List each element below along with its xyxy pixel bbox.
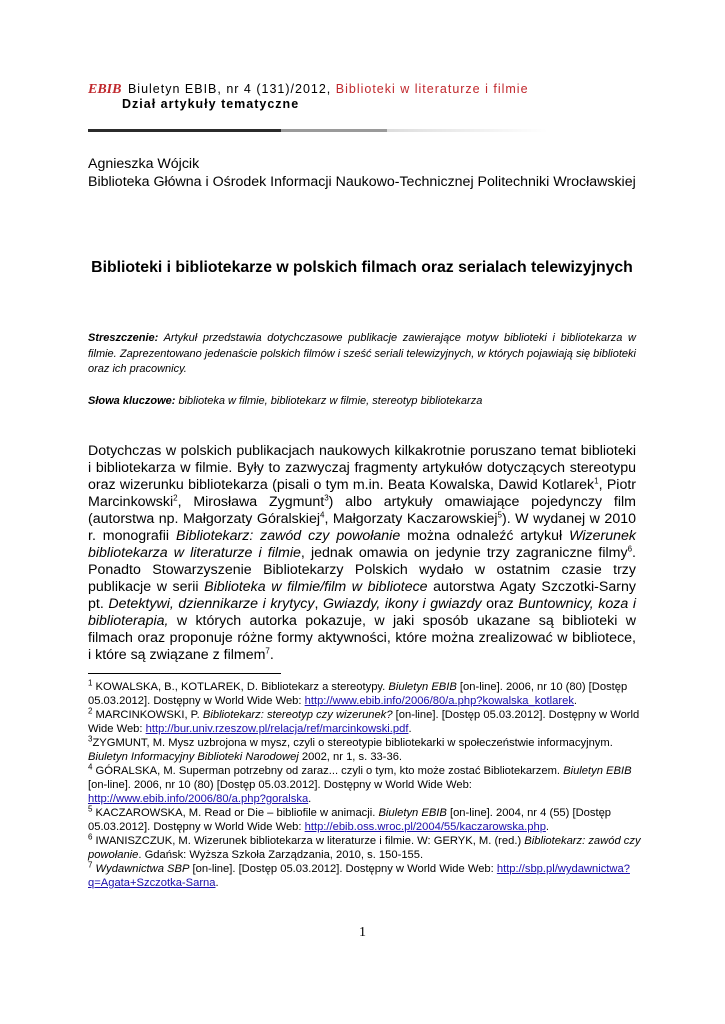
issue-theme: Biblioteki w literaturze i filmie xyxy=(335,82,529,96)
footnote-text: [on-line]. 2006, nr 10 (80) [Dostęp 05.03.2012]. Dostępny w World Wide Web: xyxy=(88,681,628,707)
footnote-ref[interactable]: 1 xyxy=(594,476,599,486)
footnote-text: [on-line]. [Dostęp 05.03.2012]. Dostępny w World Wide Web: xyxy=(88,709,640,735)
footnote-source: Biuletyn EBIB xyxy=(388,681,457,693)
footnote-ref[interactable]: 5 xyxy=(497,510,502,520)
article-title: Biblioteki i bibliotekarze w polskich filmach oraz serialach telewizyjnych xyxy=(91,259,633,276)
footnote-source: Biuletyn EBIB xyxy=(563,765,632,777)
footnote-7 xyxy=(88,862,648,890)
footnote-ref[interactable]: 6 xyxy=(627,544,633,554)
footnote-text: 2002, nr 1, s. 33-36. xyxy=(298,751,403,763)
footnote-text: . xyxy=(545,821,550,833)
ebib-logo: EBIB xyxy=(88,82,122,97)
footnote-4 xyxy=(88,764,648,806)
footnote-number: 7 xyxy=(88,860,93,870)
author-affiliation: Biblioteka Główna i Ośrodek Informacji Naukowo-Technicznej Politechniki Wrocławskiej xyxy=(88,174,636,190)
body-text-segment: , Małgorzaty Kaczarowskiej xyxy=(324,511,498,527)
book-title: Gwiazdy, ikony i gwiazdy xyxy=(323,596,482,612)
footnote-source: Wydawnictwa SBP xyxy=(92,863,190,875)
body-text-segment: . Ponadto Stowarzyszenie Bibliotekarzy Polskich wydało w ostatnim czasie trzy publikacje w serii xyxy=(88,545,636,595)
footnote-number: 5 xyxy=(88,804,93,814)
footnote-text: MARCINKOWSKI, P. xyxy=(92,709,203,721)
footnote-source: Biuletyn EBIB xyxy=(378,807,447,819)
body-text-segment: w których autorka pokazuje, w jaki sposób ukazane są biblioteki w filmach oraz proponuje różne formy aktywności, które można zrealizować w bibliotece, i które są związane z filmem xyxy=(88,613,636,663)
abstract-label: Streszczenie: xyxy=(88,332,159,344)
keywords-label: Słowa kluczowe: xyxy=(88,395,176,407)
body-text-segment: autorstwa Agaty Szczotki-Sarny pt. xyxy=(88,579,636,612)
page-header xyxy=(88,82,648,112)
footnote-number: 6 xyxy=(88,832,93,842)
header-divider xyxy=(88,129,548,132)
footnote-source: Biuletyn Informacyjny Biblioteki Narodowej xyxy=(88,751,299,763)
footnote-ref[interactable]: 4 xyxy=(320,510,325,520)
footnote-text: [on-line]. [Dostęp 05.03.2012]. Dostępny w World Wide Web: xyxy=(189,863,497,875)
section-label: Dział artykuły tematyczne xyxy=(122,97,300,111)
footnote-6 xyxy=(88,834,648,862)
footnote-text: . xyxy=(408,723,412,735)
footnote-ref[interactable]: 7 xyxy=(265,646,270,656)
footnote-number: 1 xyxy=(88,678,93,688)
body-text-segment: . xyxy=(269,647,274,663)
abstract xyxy=(88,331,636,378)
abstract-text: Artykuł przedstawia dotychczasowe publikacje zawierające motyw biblioteki i bibliotekarza w filmie. Zaprezentowano jedenaście polskich filmów i sześć seriali telewizyjnych, w których pojawiają się biblioteki oraz ich pracownicy. xyxy=(88,332,636,375)
footnote-text: . xyxy=(215,877,219,889)
author-block xyxy=(88,155,668,191)
series-title: Biblioteka w filmie/film w bibliotece xyxy=(204,579,428,595)
body-text-segment: oraz xyxy=(481,596,519,612)
footnote-text: . Gdańsk: Wyższa Szkoła Zarządzania, 2010, s. 150-155. xyxy=(138,849,424,861)
footnote-text: . xyxy=(573,695,578,707)
footnote-text: [on-line]. 2004, nr 4 (55) [Dostęp 05.03.2012]. Dostępny w World Wide Web: xyxy=(88,807,612,833)
footnote-text: IWANISZCZUK, M. Wizerunek bibliotekarza w literaturze i filmie. W: GERYK, M. (red.) xyxy=(92,835,525,847)
author-name: Agnieszka Wójcik xyxy=(88,156,200,172)
footnote-number: 4 xyxy=(88,762,93,772)
footnote-link[interactable]: http://sbp.pl/wydawnictwa?q=Agata+Szczotka-Sarna xyxy=(88,863,630,889)
body-text-segment: , Piotr Marcinkowski xyxy=(88,477,636,510)
body-text-segment: ). W wydanej w 2010 r. monografii xyxy=(88,511,636,544)
footnote-source: Bibliotekarz: zawód czy powołanie xyxy=(88,835,641,861)
footnote-source: Bibliotekarz: stereotyp czy wizerunek? xyxy=(202,709,393,721)
footnote-text: . xyxy=(308,793,312,805)
body-text-segment: można odnaleźć artykuł xyxy=(400,528,570,544)
footnote-2 xyxy=(88,708,648,736)
bulletin-info: Biuletyn EBIB, nr 4 (131)/2012, xyxy=(127,82,336,96)
footnote-text: [on-line]. 2006, nr 10 (80) [Dostęp 05.03.2012]. Dostępny w World Wide Web: xyxy=(88,779,472,791)
body-paragraph xyxy=(88,443,636,664)
footnote-5 xyxy=(88,806,648,834)
book-title: Buntownicy, koza i biblioterapia, xyxy=(88,596,637,629)
footnotes xyxy=(88,680,648,890)
footnote-1 xyxy=(88,680,648,708)
book-title: Bibliotekarz: zawód czy powołanie xyxy=(175,528,401,544)
body-text-segment: , xyxy=(314,596,323,612)
keywords xyxy=(88,394,636,409)
bulletin-line xyxy=(88,82,648,97)
footnote-number: 2 xyxy=(88,706,93,716)
footnote-text: KOWALSKA, B., KOTLAREK, D. Bibliotekarz a stereotypy. xyxy=(92,681,389,693)
footnote-link[interactable]: http://bur.univ.rzeszow.pl/relacja/ref/marcinkowski.pdf xyxy=(145,723,409,735)
footnote-ref[interactable]: 2 xyxy=(173,493,178,503)
footnote-number: 3 xyxy=(88,734,93,744)
book-title: Detektywi, dziennikarze i krytycy xyxy=(108,596,315,612)
body-text-segment: ) albo artykuły omawiające pojedynczy film (autorstwa np. Małgorzaty Góralskiej xyxy=(88,494,636,527)
footnote-link[interactable]: http://www.ebib.info/2006/80/a.php?goralska xyxy=(88,793,309,805)
footnote-link[interactable]: http://www.ebib.info/2006/80/a.php?kowalska_kotlarek xyxy=(304,695,574,707)
page-number: 1 xyxy=(359,925,366,940)
body-text-segment: , Mirosława Zygmunt xyxy=(177,494,325,510)
footnote-3 xyxy=(88,736,648,764)
footnote-text: KACZAROWSKA, M. Read or Die – bibliofile w animacji. xyxy=(92,807,379,819)
footnote-ref[interactable]: 3 xyxy=(324,493,329,503)
keywords-text: biblioteka w filmie, bibliotekarz w filmie, stereotyp bibliotekarza xyxy=(175,395,483,407)
body-text-segment: , jednak omawia on jedynie trzy zagraniczne filmy xyxy=(300,545,628,561)
footnote-divider xyxy=(88,673,281,674)
footnote-text: ZYGMUNT, M. Mysz uzbrojona w mysz, czyli o stereotypie bibliotekarki w społeczeństwie informacyjnym. xyxy=(92,737,613,749)
article-title-ref: Wizerunek bibliotekarza w literaturze i filmie xyxy=(88,528,636,561)
footnote-text: GÓRALSKA, M. Superman potrzebny od zaraz... czyli o tym, kto może zostać Bibliotekarzem. xyxy=(92,765,564,777)
body-text-segment: Dotychczas w polskich publikacjach naukowych kilkakrotnie poruszano temat biblioteki i bibliotekarza w filmie. Były to zazwyczaj fragmenty artykułów dotyczących stereotypu oraz wizerunku bibliotekarza (pisali o tym m.in. Beata Kowalska, Dawid Kotlarek xyxy=(88,443,636,493)
footnote-link[interactable]: http://ebib.oss.wroc.pl/2004/55/kaczarowska.php xyxy=(304,821,546,833)
